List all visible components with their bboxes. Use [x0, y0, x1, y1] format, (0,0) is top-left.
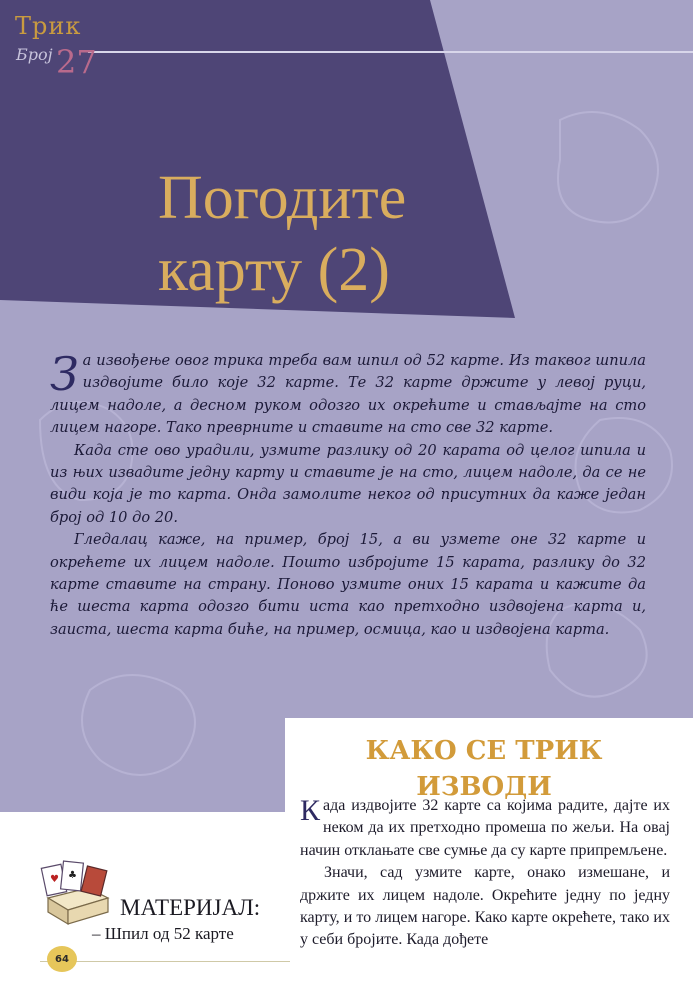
materials-item: – Шпил од 52 карте: [92, 924, 234, 943]
title-line-2: карту (2): [158, 236, 390, 304]
issue-number: 27: [56, 43, 97, 81]
article-body: [50, 347, 646, 641]
svg-text:♥: ♥: [50, 874, 59, 885]
howto-heading: КАКО СЕ ТРИК ИЗВОДИ: [365, 736, 603, 802]
issue-label: Број: [16, 45, 53, 64]
howto-paragraph-2: Значи, сад узмите карте, онако измешане, и држите их лицем надоле. Окрећите једну по једну карту, и то лицем нагоре. Како карте окрећете, тако их у себи бројите. Када дођете: [300, 864, 670, 949]
page-number: 64: [47, 946, 77, 972]
howto-paragraph-1: Када издвојите 32 карте са којима радите, дајте их неком да их претходно промеша по жељи. На овај начин отклањате све сумње да су карте припремљене.: [300, 794, 670, 859]
body-paragraph-3: Гледалац каже, на пример, број 15, а ви узмете оне 32 карте и окрећете их лицем надоле. Пошто избројите 15 карата, разлику до 32 карте ставите на страну. Поново узмите оних 15 карата и кажите да ће шеста карта одозго бити иста као претходно издвојена карта и, заиста, шеста карта биће, на пример, осмица, као и издвојена карта.: [50, 531, 646, 638]
title-line-1: Погодите: [158, 164, 407, 232]
body-dropcap: З: [50, 347, 79, 401]
page-title: [158, 162, 518, 306]
body-paragraph-2: Када сте ово урадили, узмите разлику од 20 карата од целог шпила и из њих извадите једну карту и ставите је на сто, лицем надоле, да се не види која је то карта. Онда замолите неког од присутних да каже један број од 10 до 20.: [50, 441, 646, 526]
page-number-rule: [40, 961, 290, 962]
howto-dropcap: К: [300, 794, 321, 827]
series-name: Трик: [15, 12, 82, 40]
materials-label: МАТЕРИЈАЛ:: [120, 895, 261, 920]
svg-text:♣: ♣: [68, 870, 77, 881]
body-paragraph-1: За извођење овог трика треба вам шпил од 52 карте. Из таквог шпила издвојите било које 32 карте. Те 32 карте држите у левој руци, лицем надоле, а десном руком одозго их окрећите и стављајте на сто лицем нагоре. Тако преврните и ставите на сто све 32 карте.: [50, 347, 646, 437]
header-rule: [88, 51, 693, 53]
playing-cards-icon: [38, 858, 118, 928]
howto-body: [300, 795, 670, 952]
